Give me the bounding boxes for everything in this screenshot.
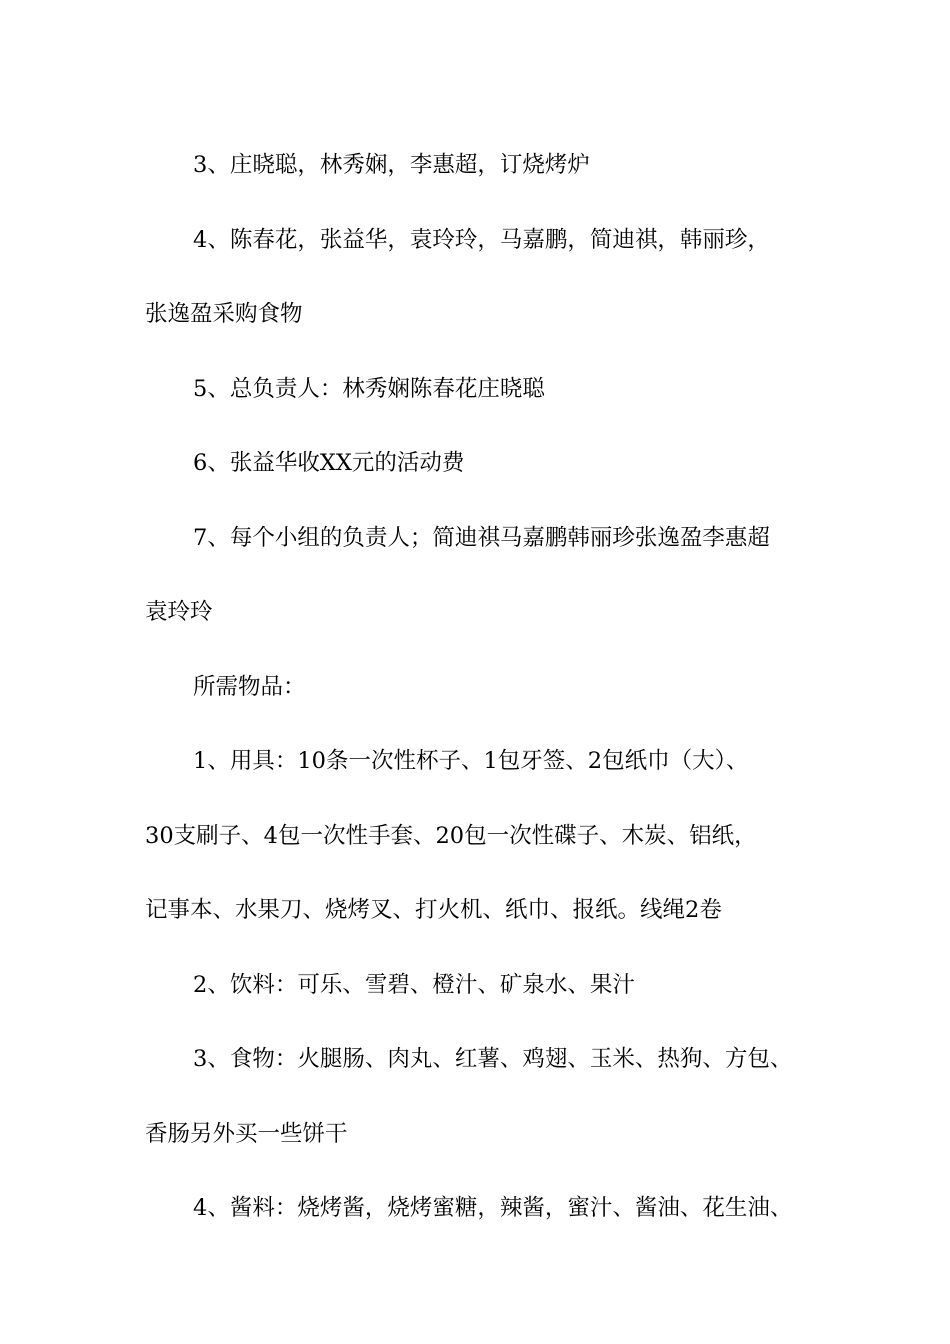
text-line-tools-cont-1: 30支刷子、4包一次性手套、20包一次性碟子、木炭、铝纸， bbox=[145, 822, 757, 849]
text-line-group-4-cont: 张逸盈采购食物 bbox=[145, 301, 303, 327]
text-line-group-3: 3、庄晓聪，林秀娴，李惠超，订烧烤炉 bbox=[193, 152, 590, 178]
document-body bbox=[145, 128, 835, 1246]
text-line-tools-cont-2: 记事本、水果刀、烧烤叉、打火机、纸巾、报纸。线绳2卷 bbox=[145, 897, 722, 923]
text-line-sauces: 4、酱料：烧烤酱，烧烤蜜糖，辣酱，蜜汁、酱油、花生油、 bbox=[193, 1195, 793, 1221]
text-line-leader: 5、总负责人：林秀娴陈春花庄晓聪 bbox=[193, 375, 545, 402]
text-line-food: 3、食物：火腿肠、肉丸、红薯、鸡翅、玉米、热狗、方包、 bbox=[193, 1046, 793, 1072]
text-line-group-leaders-cont: 袁玲玲 bbox=[145, 599, 213, 625]
text-line-tools: 1、用具：10条一次性杯子、1包牙签、2包纸巾（大）、 bbox=[193, 748, 749, 774]
text-line-fee: 6、张益华收XX元的活动费 bbox=[193, 450, 465, 476]
text-line-food-cont: 香肠另外买一些饼干 bbox=[145, 1120, 348, 1147]
text-line-group-4: 4、陈春花，张益华，袁玲玲，马嘉鹏，简迪祺，韩丽珍， bbox=[193, 226, 770, 253]
text-line-drinks: 2、饮料：可乐、雪碧、橙汁、矿泉水、果汁 bbox=[193, 971, 635, 998]
text-line-group-leaders: 7、每个小组的负责人；简迪祺马嘉鹏韩丽珍张逸盈李惠超 bbox=[193, 524, 770, 551]
section-heading-supplies: 所需物品： bbox=[193, 673, 306, 700]
